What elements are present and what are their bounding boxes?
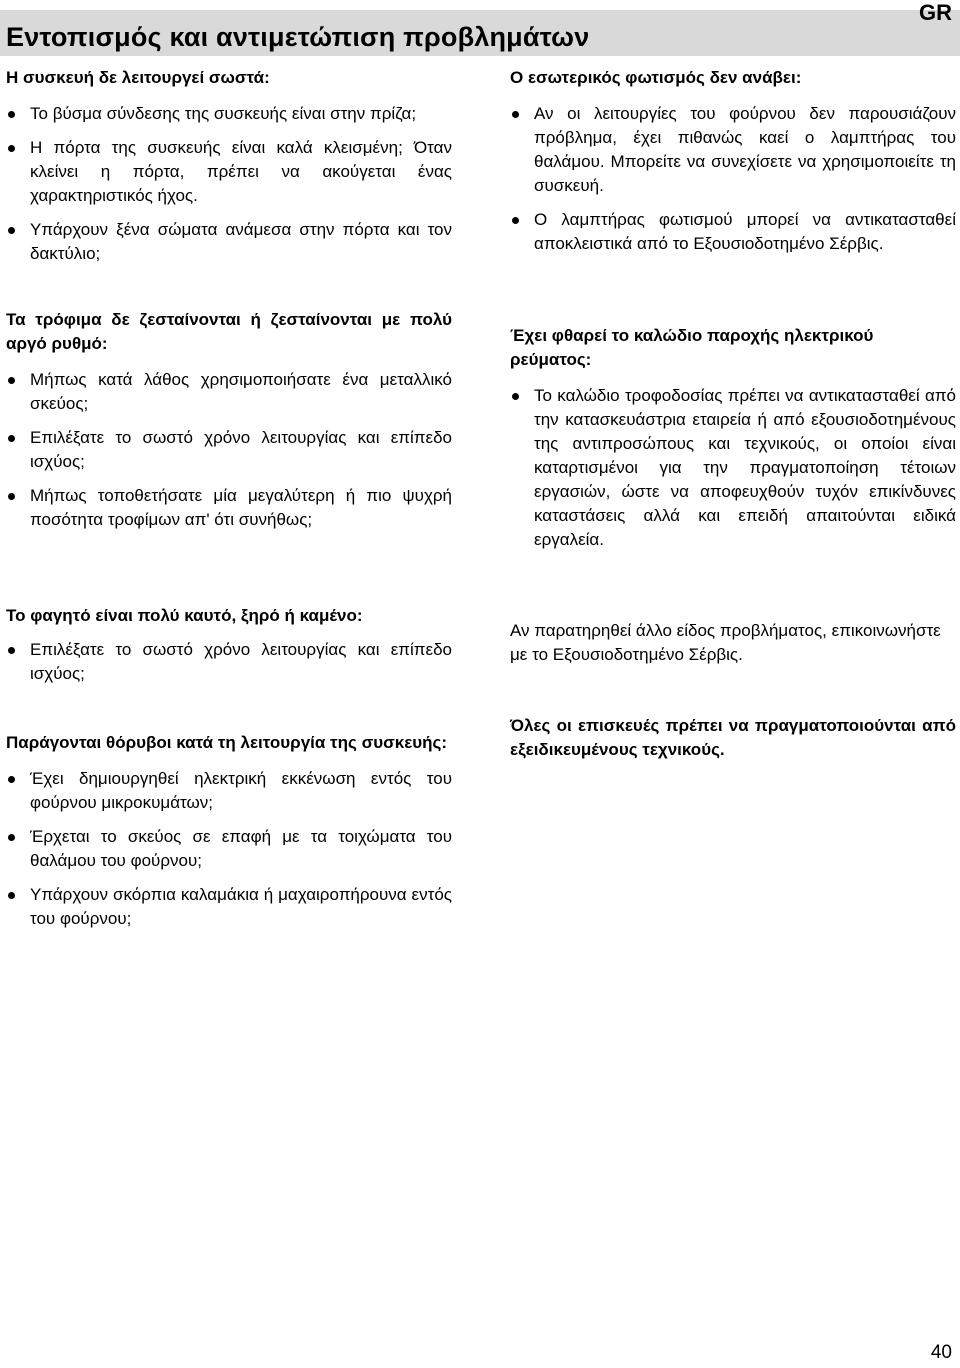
bullet-list [6,767,452,931]
bullet-icon [512,111,519,118]
list-item-text: Επιλέξατε το σωστό χρόνο λειτουργίας και επίπεδο ισχύος; [30,428,452,471]
bullet-icon [8,776,15,783]
list-item [6,825,452,873]
list-item-text: Μήπως κατά λάθος χρησιμοποιήσατε ένα μεταλλικό σκεύος; [30,370,452,413]
page-number: 40 [930,1342,952,1363]
section-noise [6,731,452,931]
language-badge: GR [919,0,952,25]
section-damaged-cable [510,324,956,552]
list-item [6,368,452,416]
list-item [6,638,452,686]
other-problem-note: Αν παρατηρηθεί άλλο είδος προβλήματος, επικοινωνήστε με το Εξουσιοδοτημένο Σέρβις. [510,621,941,664]
section-heading: Το φαγητό είναι πολύ καυτό, ξηρό ή καμένο: [6,606,363,625]
section-food-too-hot [6,604,452,686]
bullet-icon [8,111,15,118]
bullet-icon [8,227,15,234]
bullet-icon [8,647,15,654]
page-title: Εντοπισμός και αντιμετώπιση προβλημάτων [6,22,590,52]
bullet-icon [8,145,15,152]
list-item-text: Το βύσμα σύνδεσης της συσκευής είναι στην πρίζα; [30,104,417,123]
bullet-list [6,102,452,266]
bullet-list [510,102,956,256]
section-heading: Η συσκευή δε λειτουργεί σωστά: [6,68,270,87]
list-item [6,883,452,931]
repairs-note: Όλες οι επισκευές πρέπει να πραγματοποιούνται από εξειδικευμένους τεχνικούς. [510,716,956,759]
section-device-not-working [6,66,452,266]
bullet-icon [8,834,15,841]
bullet-icon [8,435,15,442]
list-item [510,102,956,198]
bullet-list [6,638,452,686]
bullet-icon [512,393,519,400]
bullet-list [510,384,956,552]
list-item [6,136,452,208]
list-item [6,484,452,532]
list-item [6,218,452,266]
list-item [510,384,956,552]
list-item-text: Αν οι λειτουργίες του φούρνου δεν παρουσιάζουν πρόβλημα, έχει πιθανώς καεί ο λαμπτήρας του θαλάμου. Μπορείτε να συνεχίσετε να χρησιμοποιείτε τη συσκευή. [534,104,956,195]
list-item-text: Επιλέξατε το σωστό χρόνο λειτουργίας και επίπεδο ισχύος; [30,640,452,683]
list-item-text: Υπάρχουν σκόρπια καλαμάκια ή μαχαιροπήρουνα εντός του φούρνου; [30,885,452,928]
bullet-icon [512,217,519,224]
bullet-list [6,368,452,532]
list-item-text: Έχει δημιουργηθεί ηλεκτρική εκκένωση εντός του φούρνου μικροκυμάτων; [30,769,452,812]
section-heading: Παράγονται θόρυβοι κατά τη λειτουργία της συσκευής: [6,733,448,752]
section-heading: Ο εσωτερικός φωτισμός δεν ανάβει: [510,68,802,87]
list-item-text: Μήπως τοποθετήσατε μία μεγαλύτερη ή πιο ψυχρή ποσότητα τροφίμων απ' ότι συνήθως; [30,486,452,529]
section-heading: Έχει φθαρεί το καλώδιο παροχής ηλεκτρικού ρεύματος: [510,326,874,369]
list-item-text: Το καλώδιο τροφοδοσίας πρέπει να αντικατασταθεί από την κατασκευάστρια εταιρεία ή από εξουσιοδοτημένους της αντιπροσώπους και τεχνικούς, οι οποίοι είναι καταρτισμένοι για την πραγματοποίηση τέτοιων εργασιών, ώστε να αποφευχθούν τυχόν επικίνδυνες καταστάσεις αλλά και επειδή απαιτούνται ειδικά εργαλεία. [534,386,956,549]
list-item [6,102,452,126]
bullet-icon [8,892,15,899]
bullet-icon [8,493,15,500]
list-item [6,426,452,474]
list-item-text: Υπάρχουν ξένα σώματα ανάμεσα στην πόρτα και τον δακτύλιο; [30,220,452,263]
list-item [6,767,452,815]
section-food-not-heating [6,308,452,532]
list-item-text: Έρχεται το σκεύος σε επαφή με τα τοιχώματα του θαλάμου του φούρνου; [30,827,452,870]
bullet-icon [8,377,15,384]
section-heading: Τα τρόφιμα δε ζεσταίνονται ή ζεσταίνονται με πολύ αργό ρυθμό: [6,310,452,353]
section-light-not-working [510,66,956,256]
list-item [510,208,956,256]
list-item-text: Ο λαμπτήρας φωτισμού μπορεί να αντικατασταθεί αποκλειστικά από το Εξουσιοδοτημένο Σέρβις. [534,210,956,253]
list-item-text: Η πόρτα της συσκευής είναι καλά κλεισμένη; Όταν κλείνει η πόρτα, πρέπει να ακούγεται ένας χαρακτηριστικός ήχος. [30,138,452,205]
